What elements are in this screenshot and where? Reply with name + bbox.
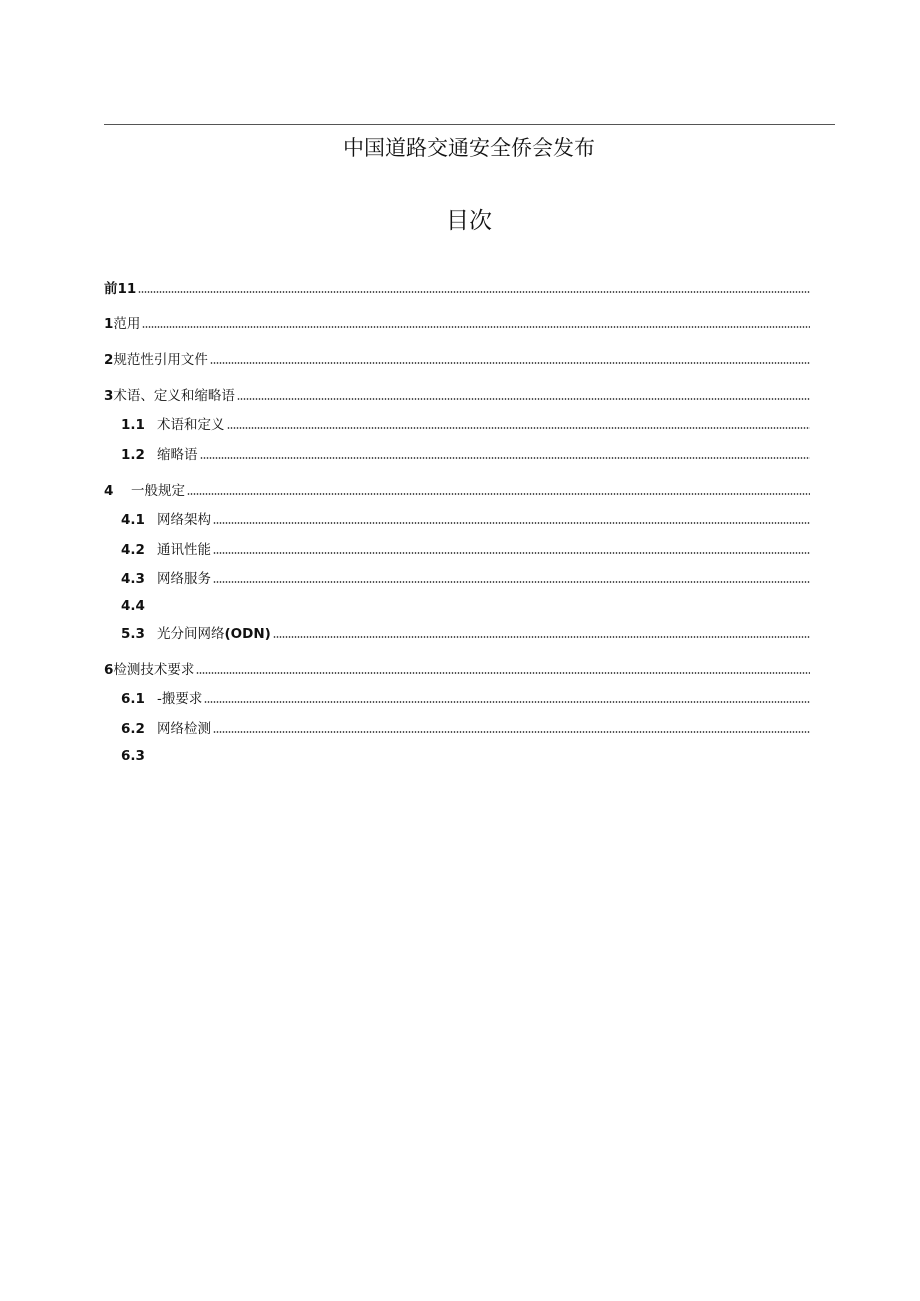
- toc-entry-4-3[interactable]: [121, 569, 810, 589]
- toc-entry-foreword[interactable]: [104, 279, 810, 299]
- toc-entry-6-1[interactable]: [121, 689, 810, 709]
- dot-leader: [273, 635, 810, 639]
- toc-entry-number: 6.2: [121, 721, 145, 737]
- toc-entry-number: 6.3: [121, 748, 145, 764]
- toc-entry-number: 4: [104, 483, 114, 499]
- toc-entry-number: 2: [104, 352, 114, 368]
- toc-entry-number: 5.3: [121, 626, 145, 642]
- toc-entry-general-provisions[interactable]: [104, 481, 810, 501]
- toc-entry-label: 范用: [113, 316, 141, 332]
- toc-entry-number: 4.4: [121, 598, 145, 614]
- dot-leader: [187, 492, 810, 496]
- dot-leader: [213, 730, 810, 734]
- toc-entry-number: 4.1: [121, 512, 145, 528]
- toc-entry-normative-references[interactable]: [104, 350, 810, 370]
- toc-entry-1-2[interactable]: [121, 445, 810, 465]
- toc-entry-number: 6: [104, 662, 114, 678]
- toc-entry-terms-definitions[interactable]: [104, 386, 810, 406]
- toc-entry-label: 术语、定义和缩略语: [113, 388, 235, 404]
- toc-entry-label: 网络检测: [157, 721, 211, 737]
- dot-leader: [200, 456, 811, 460]
- toc-entry-label: 通讯性能: [157, 542, 211, 558]
- toc-entry-4-2[interactable]: [121, 540, 810, 560]
- publisher-line: 中国道路交通安全侨会发布: [343, 136, 595, 160]
- dot-leader: [237, 397, 810, 401]
- toc-entry-6-2[interactable]: [121, 719, 810, 739]
- toc-entry-1-1[interactable]: [121, 415, 810, 435]
- toc-entry-label: 网络服务: [157, 571, 211, 587]
- toc-entry-scope[interactable]: [104, 314, 810, 334]
- dot-leader: [213, 521, 810, 525]
- toc-entry-4-4[interactable]: [121, 596, 810, 616]
- toc-entry-number: 3: [104, 388, 114, 404]
- toc-entry-number: 1.2: [121, 447, 145, 463]
- toc-entry-6-3[interactable]: [121, 746, 810, 766]
- toc-entry-label: 光分间网络: [157, 626, 225, 642]
- dot-leader: [210, 361, 810, 365]
- toc-entry-4-1[interactable]: [121, 510, 810, 530]
- toc-entry-label: 术语和定义: [157, 417, 225, 433]
- dot-leader: [213, 551, 810, 555]
- dot-leader: [213, 580, 810, 584]
- dot-leader: [142, 325, 810, 329]
- toc-entry-label: -搬要求: [157, 691, 203, 707]
- toc-entry-number: 4.3: [121, 571, 145, 587]
- toc-entry-number: 6.1: [121, 691, 145, 707]
- toc-entry-number: 4.2: [121, 542, 145, 558]
- toc-entry-label: 规范性引用文件: [113, 352, 208, 368]
- toc-entry-label: 缩略语: [157, 447, 198, 463]
- dot-leader: [138, 290, 810, 294]
- toc-entry-number: 1.1: [121, 417, 145, 433]
- toc-entry-testing-requirements[interactable]: [104, 660, 810, 680]
- toc-entry-label: 前11: [104, 281, 137, 297]
- dot-leader: [196, 671, 810, 675]
- toc-entry-label-suffix: (ODN): [224, 626, 271, 642]
- dot-leader: [227, 426, 811, 430]
- toc-entry-5-3[interactable]: [121, 624, 810, 644]
- dot-leader: [204, 700, 810, 704]
- toc-title: 目次: [446, 208, 492, 234]
- toc-entry-label: 检测技术要求: [113, 662, 195, 678]
- toc-entry-label: 一般规定: [131, 483, 185, 499]
- toc-entry-label: 网络架构: [157, 512, 211, 528]
- toc-entry-number: 1: [104, 316, 114, 332]
